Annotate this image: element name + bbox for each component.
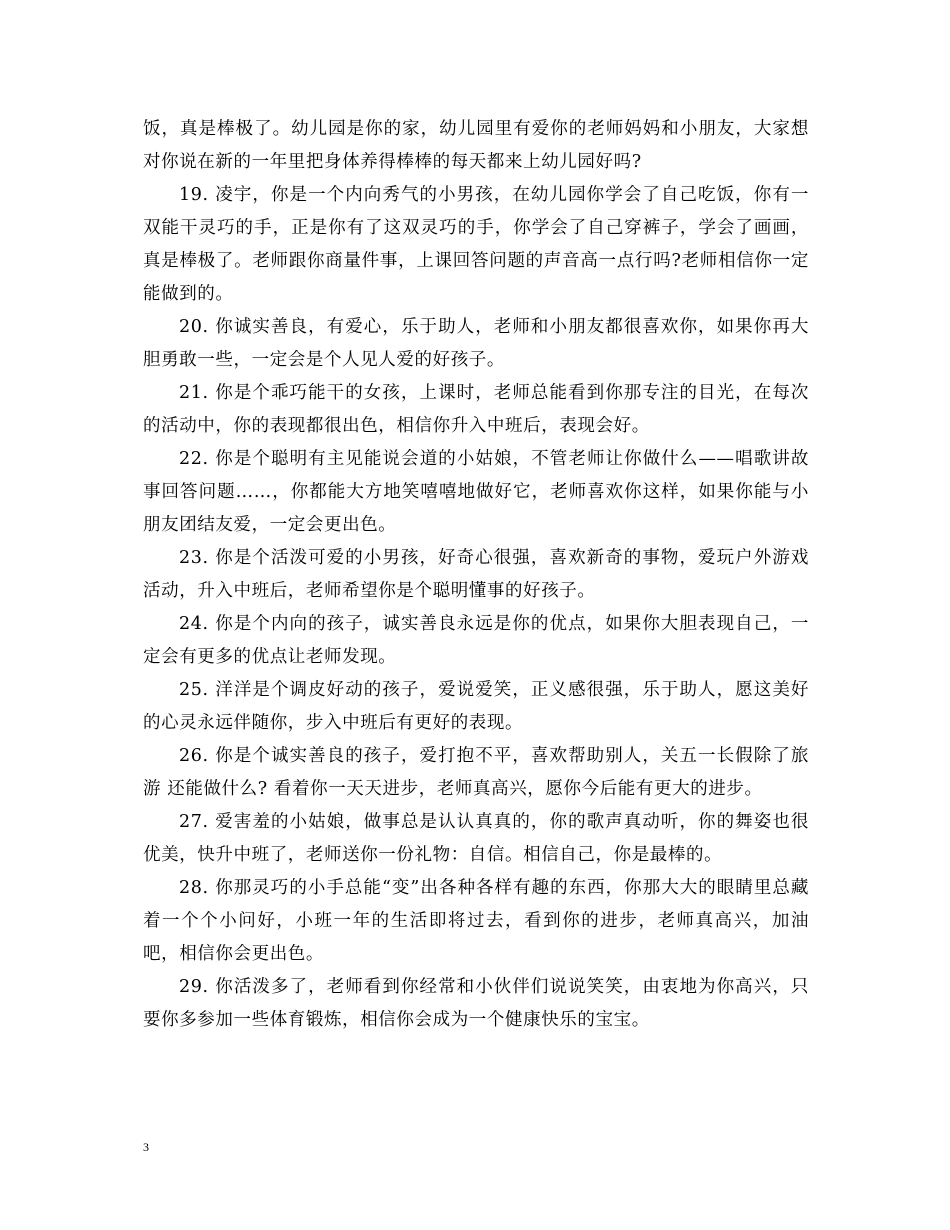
paragraph-item-22: 22. 你是个聪明有主见能说会道的小姑娘，不管老师让你做什么——唱歌讲故事回答问题……，你都能大方地笑嘻嘻地做好它，老师喜欢你这样，如果你能与小朋友团结友爱，一定会更出色。 (143, 449, 809, 535)
document-body (143, 113, 809, 1037)
paragraph-item-28: 28. 你那灵巧的小手总能“变”出各种各样有趣的东西，你那大大的眼睛里总藏着一个个小问好，小班一年的生活即将过去，看到你的进步，老师真高兴，加油吧，相信你会更出色。 (143, 878, 809, 964)
paragraph-item-23: 23. 你是个活泼可爱的小男孩，好奇心很强，喜欢新奇的事物，爱玩户外游戏活动，升入中班后，老师希望你是个聪明懂事的好孩子。 (143, 548, 809, 601)
paragraph-item-24: 24. 你是个内向的孩子，诚实善良永远是你的优点，如果你大胆表现自己，一定会有更多的优点让老师发现。 (143, 614, 809, 667)
paragraph-item-29: 29. 你活泼多了，老师看到你经常和小伙伴们说说笑笑，由衷地为你高兴，只要你多参加一些体育锻炼，相信你会成为一个健康快乐的宝宝。 (143, 977, 809, 1030)
page-number: 3 (143, 1140, 149, 1154)
paragraph-item-25: 25. 洋洋是个调皮好动的孩子，爱说爱笑，正义感很强，乐于助人，愿这美好的心灵永远伴随你，步入中班后有更好的表现。 (143, 680, 809, 733)
paragraph-item-21: 21. 你是个乖巧能干的女孩，上课时，老师总能看到你那专注的目光，在每次的活动中，你的表现都很出色，相信你升入中班后，表现会好。 (143, 383, 809, 436)
paragraph-item-26: 26. 你是个诚实善良的孩子，爱打抱不平，喜欢帮助别人，关五一长假除了旅游 还能做什么? 看着你一天天进步，老师真高兴，愿你今后能有更大的进步。 (143, 746, 809, 799)
paragraph-item-20: 20. 你诚实善良，有爱心，乐于助人，老师和小朋友都很喜欢你，如果你再大胆勇敢一些，一定会是个人见人爱的好孩子。 (143, 317, 809, 370)
paragraph-item-27: 27. 爱害羞的小姑娘，做事总是认认真真的，你的歌声真动听，你的舞姿也很优美，快升中班了，老师送你一份礼物：自信。相信自己，你是最棒的。 (143, 812, 809, 865)
paragraph-item-19: 19. 凌宇，你是一个内向秀气的小男孩，在幼儿园你学会了自己吃饭，你有一双能干灵巧的手，正是你有了这双灵巧的手，你学会了自己穿裤子，学会了画画，真是棒极了。老师跟你商量件事，上课回答问题的声音高一点行吗?老师相信你一定能做到的。 (143, 185, 809, 304)
paragraph-continuation: 饭，真是棒极了。幼儿园是你的家，幼儿园里有爱你的老师妈妈和小朋友，大家想对你说在新的一年里把身体养得棒棒的每天都来上幼儿园好吗? (143, 119, 809, 172)
